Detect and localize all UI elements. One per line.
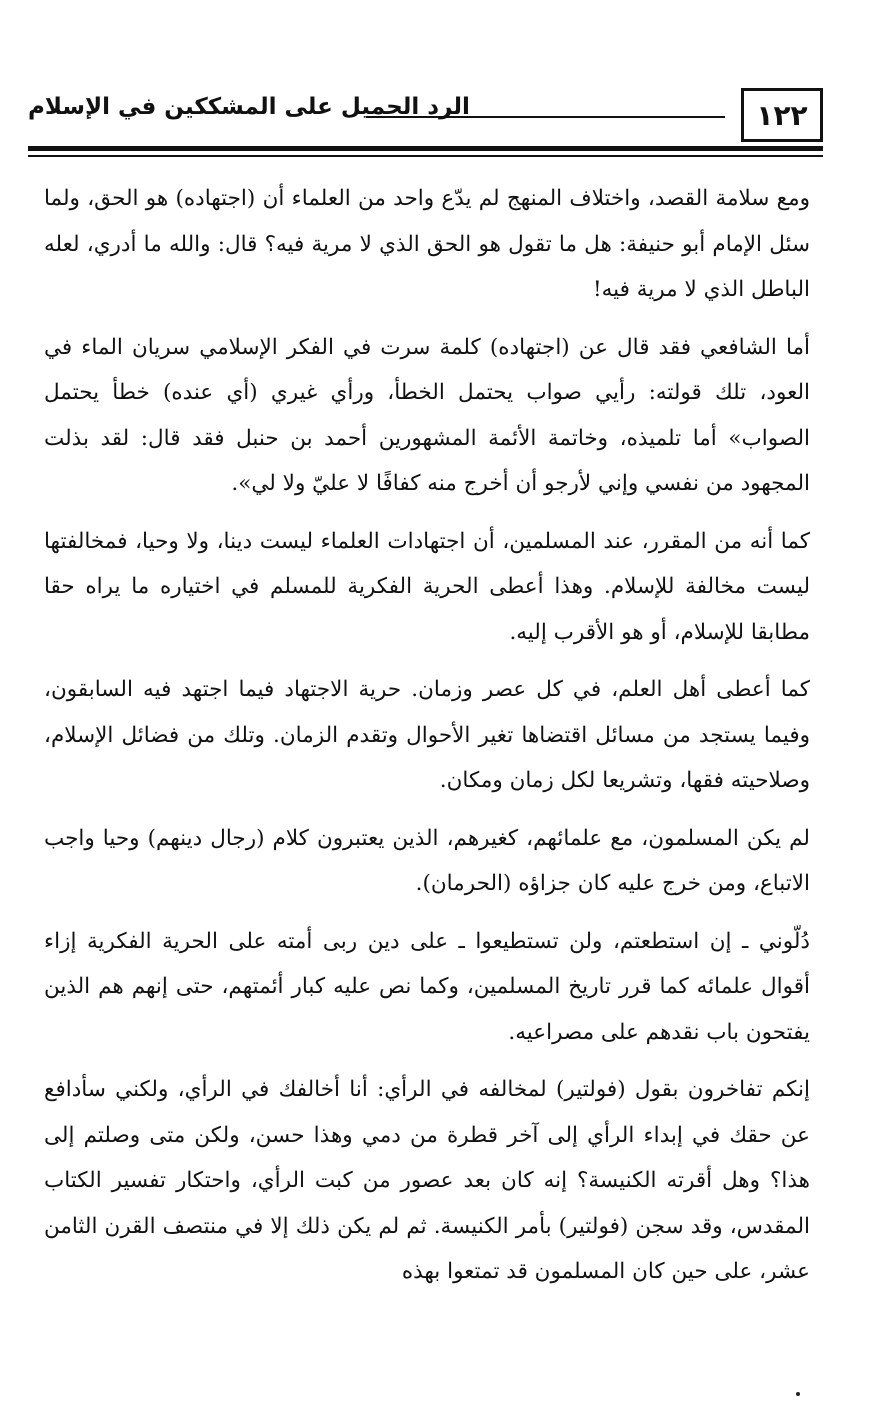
body-text bbox=[44, 176, 810, 1307]
header-rule-thin bbox=[28, 155, 823, 157]
page-header bbox=[28, 88, 823, 146]
paragraph: أما الشافعي فقد قال عن (اجتهاده) كلمة سرت في الفكر الإسلامي سريان الماء في العود، تلك قولته: رأيي صواب يحتمل الخطأ، ورأي غيري (أي عنده) خطأ يحتمل الصواب» أما تلميذه، وخاتمة الأئمة المشهورين أحمد بن حنبل فقد قال: لقد بذلت المجهود من نفسي وإني لأرجو أن أخرج منه كفافًا لا عليّ ولا لي». bbox=[44, 334, 810, 496]
paragraph: إنكم تفاخرون بقول (فولتير) لمخالفه في الرأي: أنا أخالفك في الرأي، ولكني سأدافع عن حقك في إبداء الرأي إلى آخر قطرة من دمي وهذا حسن، ولكن متى وصلتم إلى هذا؟ وهل أقرته الكنيسة؟ إنه كان بعد عصور من كبت الرأي، واحتكار تفسير الكتاب المقدس، وقد سجن (فولتير) بأمر الكنيسة. ثم لم يكن ذلك إلا في منتصف القرن الثامن عشر، على حين كان المسلمون قد تمتعوا بهذه bbox=[44, 1077, 810, 1284]
paragraph: ومع سلامة القصد، واختلاف المنهج لم يدّع واحد من العلماء أن (اجتهاده) هو الحق، ولما سئل الإمام أبو حنيفة: هل ما تقول هو الحق الذي لا مرية فيه؟ قال: والله ما أدري، لعله الباطل الذي لا مرية فيه! bbox=[44, 186, 810, 302]
header-rule-thick bbox=[28, 146, 823, 151]
page-number: ١٢٢ bbox=[741, 88, 823, 142]
paragraph: كما أنه من المقرر، عند المسلمين، أن اجتهادات العلماء ليست دينا، ولا وحيا، فمخالفتها ليست مخالفة للإسلام. وهذا أعطى الحرية الفكرية للمسلم في اختياره ما يراه حقا مطابقا للإسلام، أو هو الأقرب إليه. bbox=[44, 528, 810, 645]
paragraph: دُلّوني ـ إن استطعتم، ولن تستطيعوا ـ على دين ربى أمته على الحرية الفكرية إزاء أقوال علمائه كما قرر تاريخ المسلمين، وكما نص عليه كبار أئمتهم، حتى إنهم هم الذين يفتحون باب نقدهم على مصراعيه. bbox=[44, 928, 810, 1045]
paragraph: لم يكن المسلمون، مع علمائهم، كغيرهم، الذين يعتبرون كلام (رجال دينهم) وحيا واجب الاتباع، ومن خرج عليه كان جزاؤه (الحرمان). bbox=[44, 825, 810, 896]
paragraph: كما أعطى أهل العلم، في كل عصر وزمان. حرية الاجتهاد فيما اجتهد فيه السابقون، وفيما يستجد من مسائل اقتضاها تغير الأحوال وتقدم الزمان. وتلك من فضائل الإسلام، وصلاحيته فقها، وتشريعا لكل زمان ومكان. bbox=[44, 677, 810, 793]
scan-speck bbox=[796, 1392, 800, 1396]
running-title: الرد الجميل على المشككين في الإسلام bbox=[28, 94, 470, 120]
